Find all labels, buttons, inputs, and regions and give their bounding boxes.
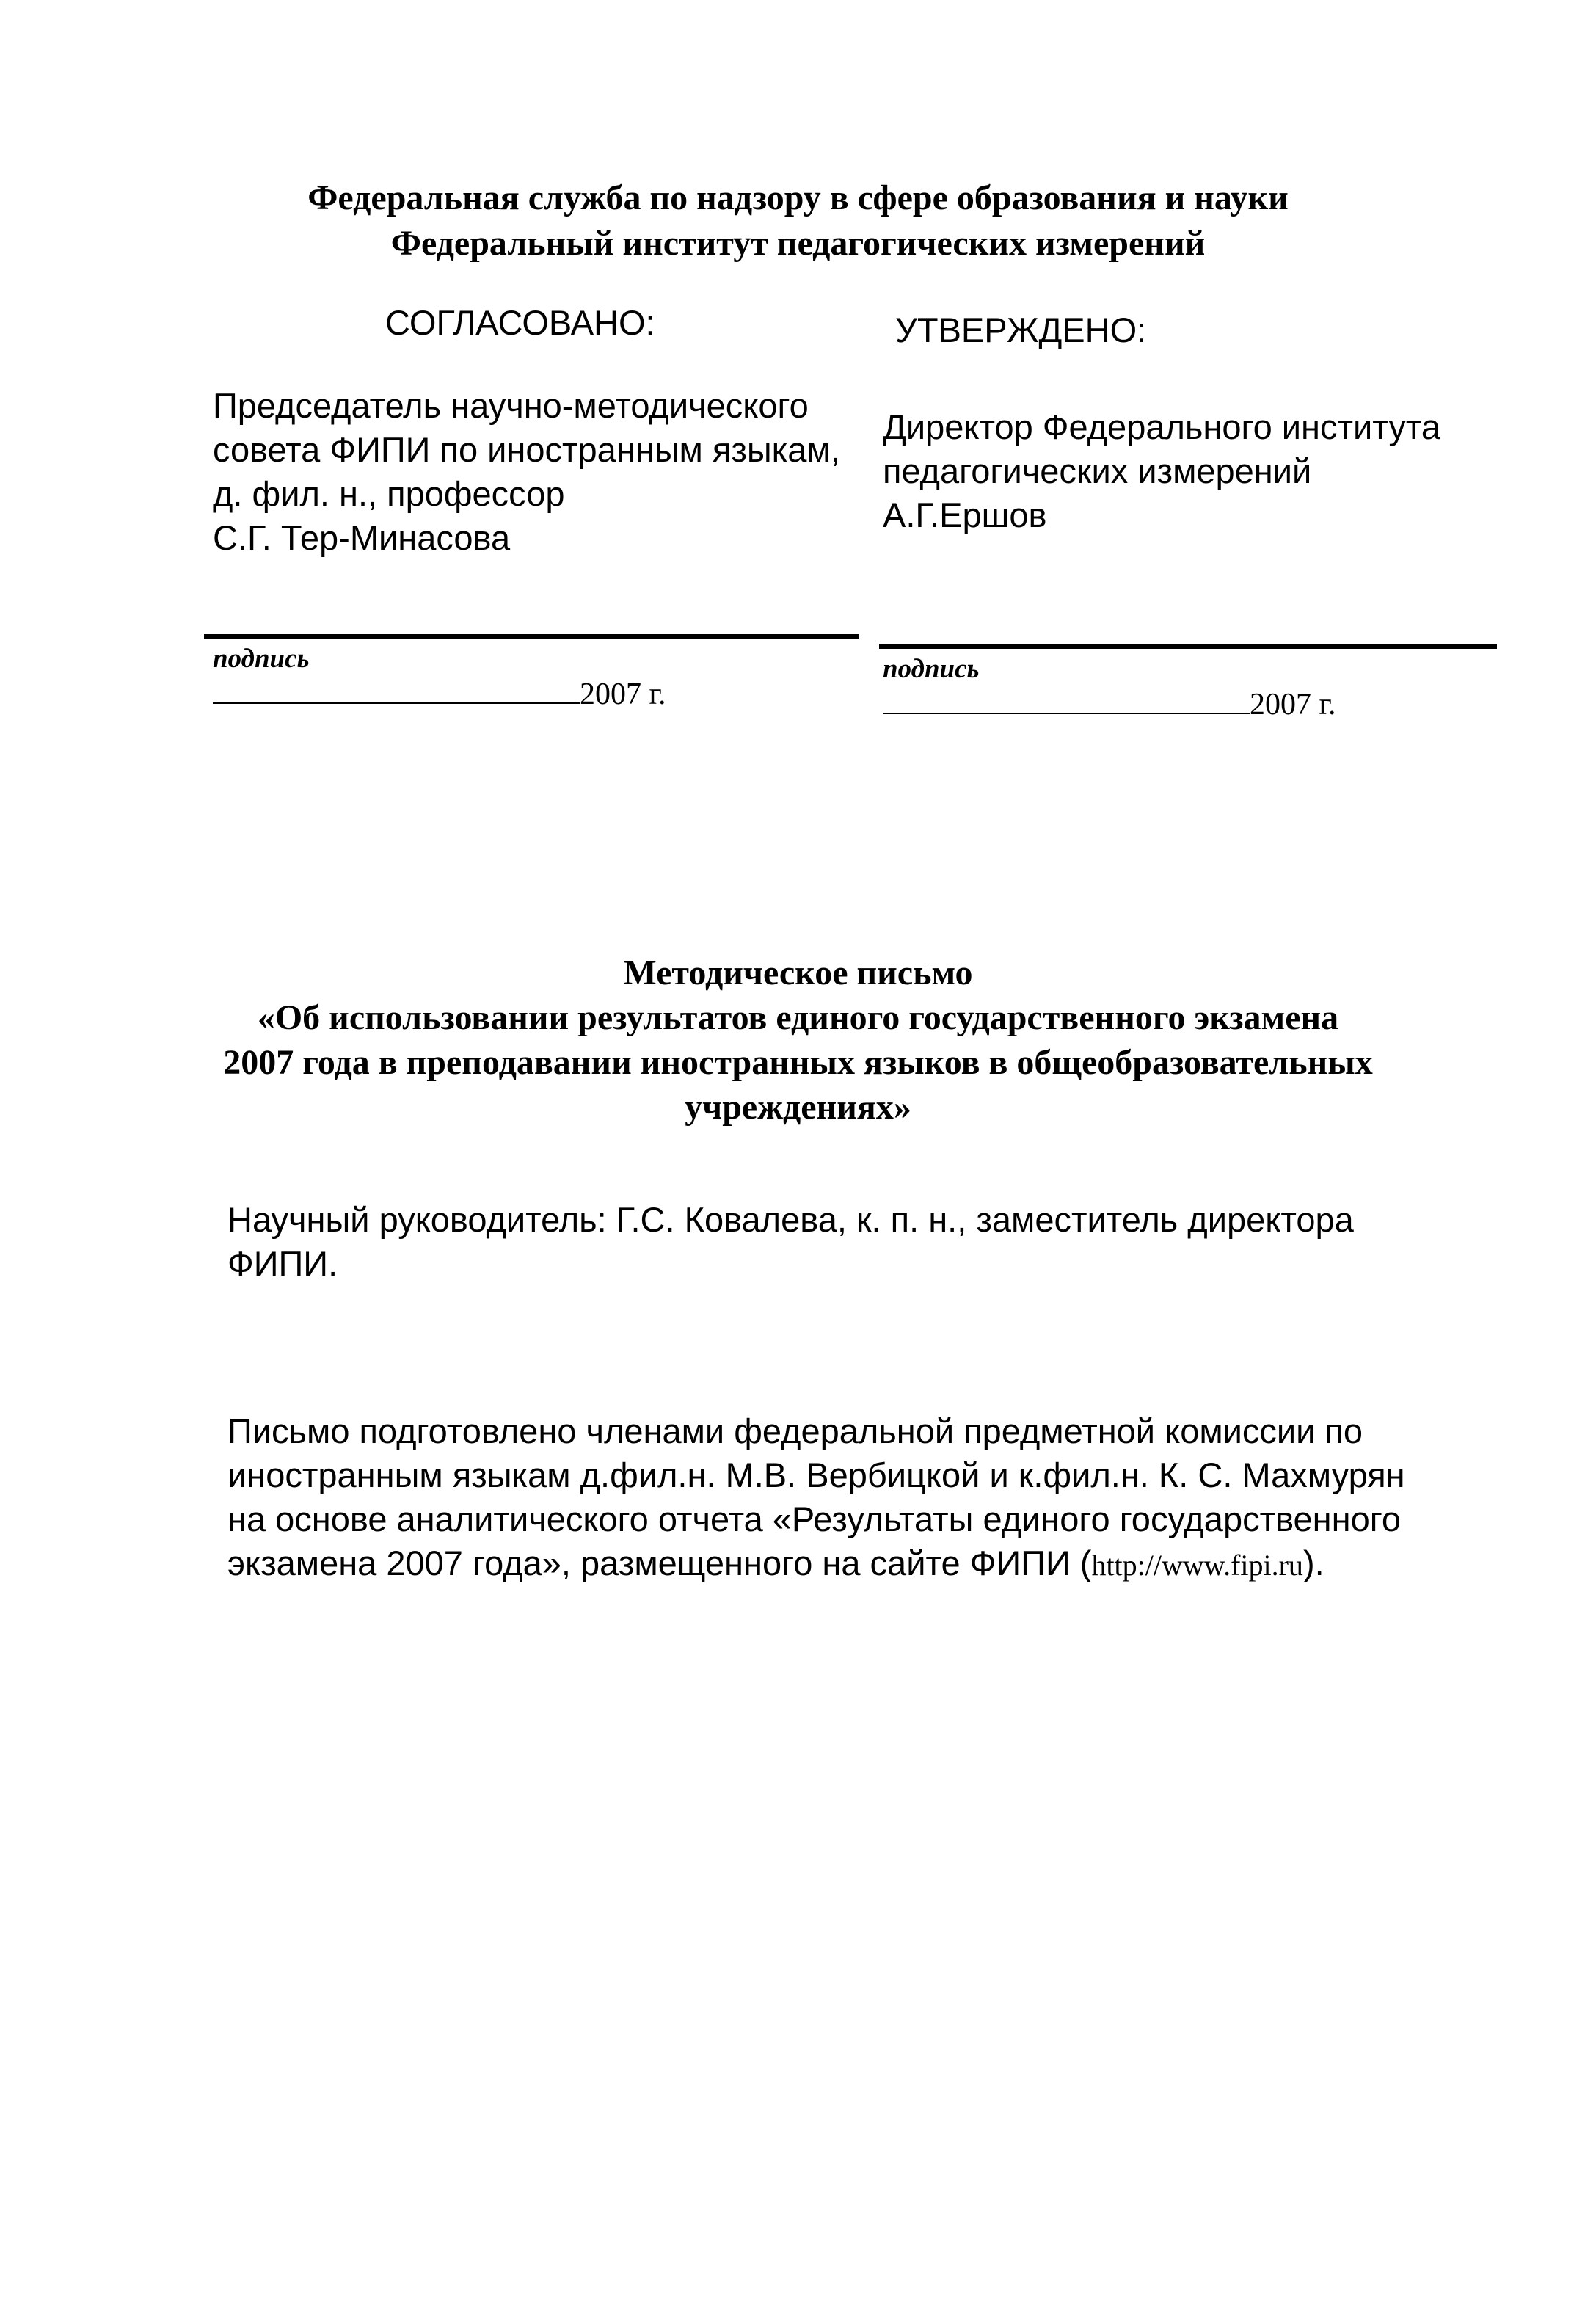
prepared-line-4-end: ). [1302,1544,1324,1582]
header-line-1: Федеральная служба по надзору в сфере образования и науки [307,178,1289,217]
prepared-line-4 [227,1541,1324,1588]
supervisor-line-1: Научный руководитель: Г.С. Ковалева, к. п. н., заместитель директора [227,1200,1354,1239]
right-date-blank [883,691,1250,714]
right-line-2: педагогических измерений [883,451,1312,490]
right-signature-rule [879,644,1497,649]
title-line-2: «Об использовании результатов единого государственного экзамена [257,998,1339,1037]
right-approver-block [883,405,1440,537]
left-approver-block [213,384,840,560]
prepared-line-4-start: экзамена 2007 года», размещенного на сайте ФИПИ ( [227,1544,1092,1582]
left-line-4: С.Г. Тер-Минасова [213,518,511,557]
prepared-line-2: иностранным языкам д.фил.н. М.В. Вербицкой и к.фил.н. К. С. Махмурян [227,1455,1405,1494]
left-line-3: д. фил. н., профессор [213,474,565,513]
left-date-blank [213,680,580,704]
right-date: 2007 г. [1250,688,1336,721]
header-line-2: Федеральный институт педагогических измерений [390,224,1206,263]
left-date: 2007 г. [580,677,666,711]
left-signature-label: подпись [213,644,310,674]
title-line-4: учреждениях» [685,1088,911,1127]
supervisor-line-2: ФИПИ. [227,1244,338,1283]
prepared-line-3: на основе аналитического отчета «Результаты единого государственного [227,1499,1401,1538]
right-line-3: А.Г.Ершов [883,495,1047,534]
right-date-line [883,687,1336,722]
left-line-1: Председатель научно-методического [213,386,809,425]
left-line-2: совета ФИПИ по иностранным языкам, [213,430,840,469]
prepared-line-1: Письмо подготовлено членами федеральной предметной комиссии по [227,1411,1363,1450]
left-date-line [213,677,666,712]
title-line-1: Методическое письмо [623,953,973,992]
title-line-3: 2007 года в преподавании иностранных языков в общеобразовательных [223,1043,1373,1082]
left-signature-rule [204,634,859,639]
right-signature-label: подпись [883,654,980,684]
right-line-1: Директор Федерального института [883,407,1440,446]
left-heading: СОГЛАСОВАНО: [385,303,655,342]
fipi-url-link[interactable]: http://www.fipi.ru [1091,1549,1303,1582]
right-heading: УТВЕРЖДЕНО: [895,310,1147,349]
